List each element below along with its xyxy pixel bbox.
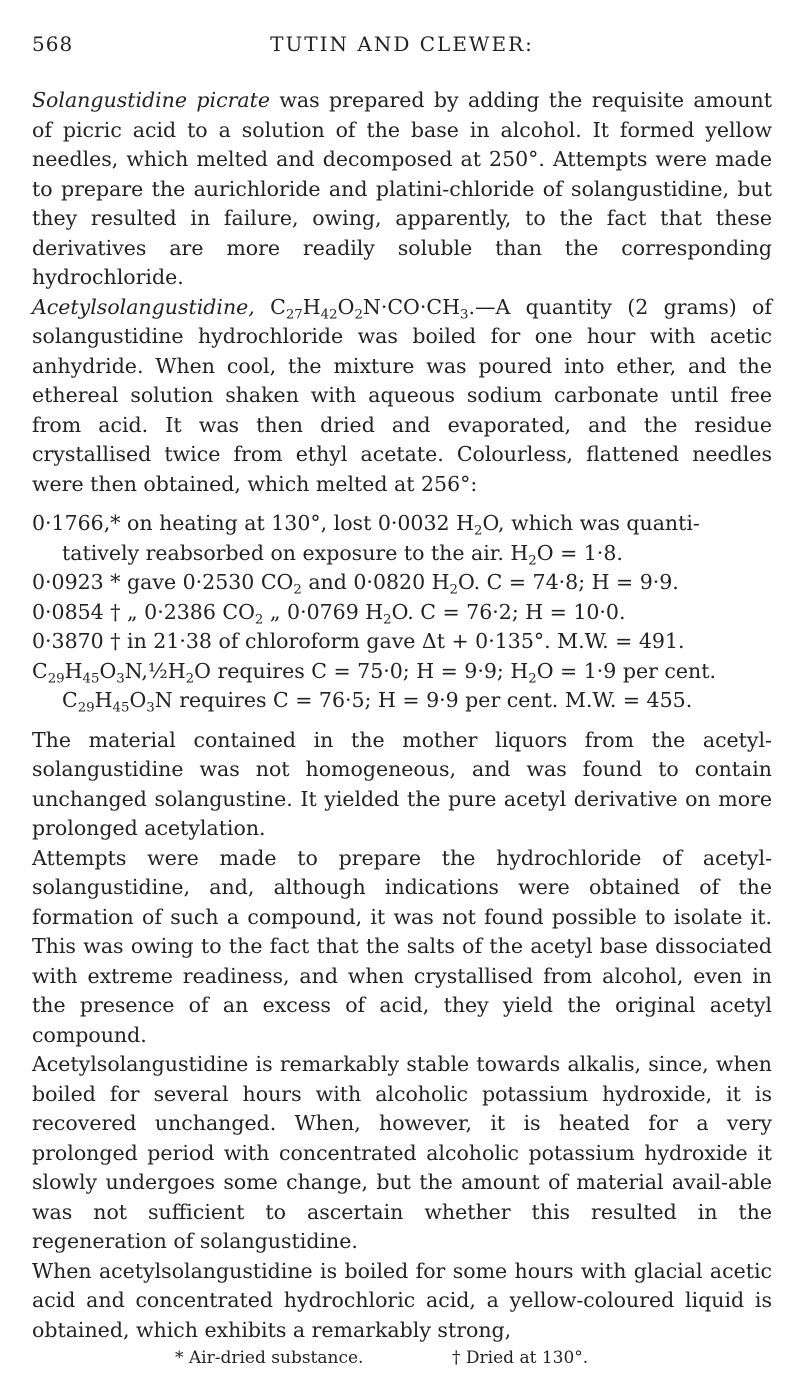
analysis-line: $C_{29}H_{45}O_3N$ requires C = 76·5; H = 9·9 per cent. M.W. = 455. — [62, 688, 693, 716]
compound-name-picrate: Solangustidine picrate — [32, 88, 270, 112]
analysis-line: 0·3870 † in 21·38 of chloroform gave Δt + 0·135°. M.W. = 491. — [32, 629, 685, 653]
analysis-line: 0·0923 * gave 0·2530 $CO_2$ and 0·0820 $H_2O$. C = 74·8; H = 9·9. — [32, 570, 679, 598]
article-body — [32, 86, 772, 1345]
analysis-data — [32, 509, 772, 716]
paragraph-hydrochloride: Attempts were made to prepare the hydrochloride of acetyl-solangustidine, and, although indications were obtained of the formation of such a compound, it was not found possible to isolate it. This was owing to the fact that the salts of the acetyl base dissociated with extreme readiness, and when crystallised from alcohol, even in the presence of an excess of acid, they yield the original acetyl compound. — [32, 845, 772, 1047]
paragraph-stability: Acetylsolangustidine is remarkably stable towards alkalis, since, when boiled for several hours with alcoholic potassium hydroxide, it is recovered unchanged. When, however, it is heated for a very prolonged period with concentrated alcoholic potassium hydroxide it slowly undergoes some change, but the amount of material avail-able was not sufficient to ascertain whether this resulted in the regeneration of solangustidine. — [32, 1052, 772, 1253]
compound-name-acetyl: Acetylsolangustidine, — [32, 294, 255, 319]
paragraph-picrate — [32, 86, 772, 293]
analysis-line: 0·1766,* on heating at 130°, lost 0·0032 $H_2O$, which was quanti- — [32, 511, 700, 539]
paragraph-mother-liquors: The material contained in the mother liquors from the acetyl-solangustidine was not homogeneous, and was found to contain unchanged solangustine. It yielded the pure acetyl derivative on more prolonged acetylation. — [32, 727, 772, 840]
footnotes — [0, 1348, 800, 1374]
paragraph-text: .—A quantity (2 grams) of solangustidine hydrochloride was boiled for one hour with acetic anhydride. When cool, the mixture was poured into ether, and the ethereal solution shaken with aqueous sodium carbonate until free from acid. It was then dried and evaporated, and the residue crystallised twice from ethyl acetate. Colourless, flattened needles were then obtained, which melted at 256°: — [32, 294, 772, 496]
paragraph-text: was prepared by adding the requisite amount of picric acid to a solution of the base in alcohol. It formed yellow needles, which melted and decomposed at 250°. Attempts were made to prepare the aurichloride and platini-chloride of solangustidine, but they resulted in failure, owing, apparently, to the fact that these derivatives are more readily soluble than the corresponding hydrochloride. — [32, 88, 772, 289]
page-number: 568 — [32, 32, 74, 56]
page-header — [32, 32, 772, 62]
footnote-air-dried: * Air-dried substance. — [175, 1348, 364, 1368]
molecular-formula: $C_{27}H_{42}O_2N\cdot CO\cdot CH_3$ — [270, 294, 469, 323]
footnote-dried-130: † Dried at 130°. — [452, 1348, 589, 1368]
analysis-line: $C_{29}H_{45}O_3N,\frac{1}{2}H_2O$ requires C = 75·0; H = 9·9; $H_2O = 1\cdot 9$ per cent. — [32, 658, 716, 687]
analysis-line: 0·0854 † „ 0·2386 $CO_2$ „ 0·0769 $H_2O$. C = 76·2; H = 10·0. — [32, 599, 626, 628]
running-head: TUTIN AND CLEWER: — [270, 32, 534, 56]
analysis-line: tatively reabsorbed on exposure to the air. $H_2O = 1\cdot 8$. — [62, 540, 623, 569]
paragraph-acetyl — [32, 293, 772, 500]
paragraph-glacial-acetic: When acetylsolangustidine is boiled for some hours with glacial acetic acid and concentrated hydrochloric acid, a yellow-coloured liquid is obtained, which exhibits a remarkably strong, — [32, 1258, 772, 1342]
